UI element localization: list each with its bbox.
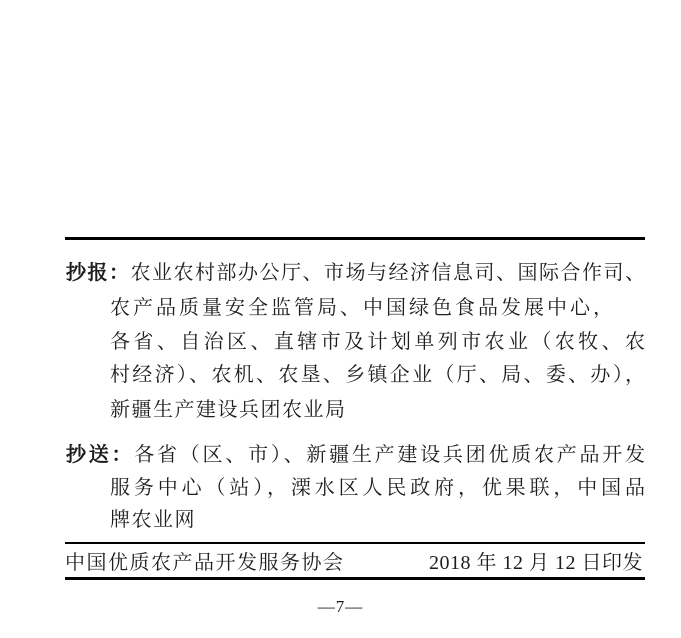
top-horizontal-rule [65,237,645,240]
cc-send-line: 服务中心（站），溧水区人民政府，优果联，中国品 [110,477,645,499]
footer-top-rule [65,542,645,544]
colophon-row [65,548,643,578]
cc-send-line [66,438,645,472]
issuer-name: 中国优质农产品开发服务协会 [65,552,345,574]
cc-report-label: 抄报： [66,262,131,284]
cc-report-text: 农业农村部办公厅、市场与经济信息司、国际合作司、 [130,262,645,284]
cc-send-label: 抄送： [66,444,135,466]
cc-report-line: 农产品质量安全监管局、中国绿色食品发展中心， [110,297,616,319]
cc-send-line: 牌农业网 [110,509,196,531]
cc-report-line: 村经济）、农机、农垦、乡镇企业（厅、局、委、办）， [110,364,645,386]
page-number: —7— [317,597,364,616]
cc-report-line: 各省、自治区、直辖市及计划单列市农业（农牧、农 [110,331,645,353]
footer-bottom-rule [65,577,645,580]
cc-send-text: 各省（区、市）、新疆生产建设兵团优质农产品开发 [134,444,646,466]
cc-report-line [66,256,645,290]
cc-report-line: 新疆生产建设兵团农业局 [110,399,347,421]
print-date: 2018 年 12 月 12 日印发 [429,552,643,574]
